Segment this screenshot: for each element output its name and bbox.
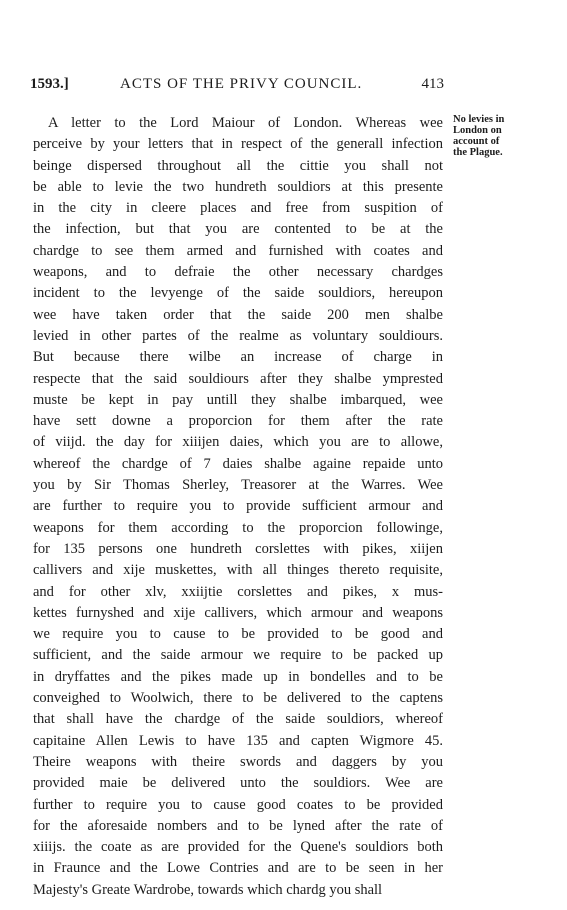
text-line: that shall have the chardge of the saide souldiors, whereof — [33, 711, 443, 728]
body-text — [33, 113, 443, 901]
margin-note-line: London on — [453, 125, 502, 136]
text-line: muste be kept in pay untill they shalbe imbarqued, wee — [33, 391, 443, 408]
text-line: xiiijs. the coate as are provided for the Quene's souldiors both — [33, 839, 443, 856]
text-line: for 135 persons one hundreth corslettes with pikes, xiijen — [33, 540, 443, 557]
text-line: A letter to the Lord Maiour of London. Whereas wee — [48, 115, 443, 131]
text-line: But because there wilbe an increase of charge in — [33, 349, 443, 366]
text-line: chardge to see them armed and furnished with coates and — [33, 242, 443, 259]
header-title: ACTS OF THE PRIVY COUNCIL. — [120, 76, 363, 92]
margin-note-line: the Plague. — [453, 147, 503, 158]
text-line: you by Sir Thomas Sherley, Treasorer at the Warres. Wee — [33, 477, 443, 494]
text-line: in the city in cleere places and free from suspition of — [33, 200, 443, 217]
text-line: Majesty's Greate Wardrobe, towards which chardg you shall — [33, 881, 383, 898]
text-line: have sett downe a proporcion for them after the rate — [33, 413, 443, 430]
text-line: levied in other partes of the realme as voluntary souldiours. — [33, 327, 443, 344]
text-line: in Fraunce and the Lowe Contries and are to be seen in her — [33, 860, 443, 877]
margin-note — [453, 114, 553, 158]
text-line: weapons for them according to the proporcion followinge, — [33, 519, 443, 536]
text-line: Theire weapons with theire swords and daggers by you — [33, 753, 443, 770]
text-line: capitaine Allen Lewis to have 135 and capten Wigmore 45. — [33, 732, 443, 749]
text-line: are further to require you to provide sufficient armour and — [33, 498, 443, 515]
text-line: and for other xlv, xxiijtie corslettes and pikes, x mus- — [33, 583, 443, 600]
text-line: weapons, and to defraie the other necessary chardges — [33, 264, 443, 281]
text-line: the infection, but that you are contented to be at the — [33, 221, 443, 238]
page-number: 413 — [421, 76, 444, 92]
margin-note-line: No levies in — [453, 114, 505, 125]
text-line: for the aforesaide nombers and to be lyned after the rate of — [33, 817, 443, 834]
text-line: callivers and xije muskettes, with all thinges thereto requisite, — [33, 562, 443, 579]
text-line: further to require you to cause good coates to be provided — [33, 796, 443, 813]
text-line: beinge dispersed throughout all the cittie you shall not — [33, 157, 443, 174]
text-line: conveighed to Woolwich, there to be delivered to the captens — [33, 690, 443, 707]
text-line: provided maie be delivered unto the souldiors. Wee are — [33, 775, 443, 792]
margin-note-line: account of — [453, 136, 500, 147]
text-line: respecte that the said souldiours after they shalbe ymprested — [33, 370, 443, 387]
text-line: in dryffattes and the pikes made up in bondelles and to be — [33, 668, 443, 685]
running-header — [30, 76, 444, 96]
text-line: be able to levie the two hundreth souldiors at this presente — [33, 178, 443, 195]
text-line: of viijd. the day for xiiijen daies, which you are to allowe, — [33, 434, 443, 451]
text-line: kettes furnyshed and xije callivers, which armour and weapons — [33, 604, 443, 621]
text-line: we require you to cause to be provided to be good and — [33, 626, 443, 643]
text-line: sufficient, and the saide armour we require to be packed up — [33, 647, 443, 664]
text-line: incident to the levyenge of the saide souldiors, hereupon — [33, 285, 443, 302]
text-line: perceive by your letters that in respect of the generall infection — [33, 136, 443, 153]
text-line: whereof the chardge of 7 daies shalbe againe repaide unto — [33, 455, 443, 472]
header-year: 1593.] — [30, 76, 69, 92]
text-line: wee have taken order that the saide 200 men shalbe — [33, 306, 443, 323]
